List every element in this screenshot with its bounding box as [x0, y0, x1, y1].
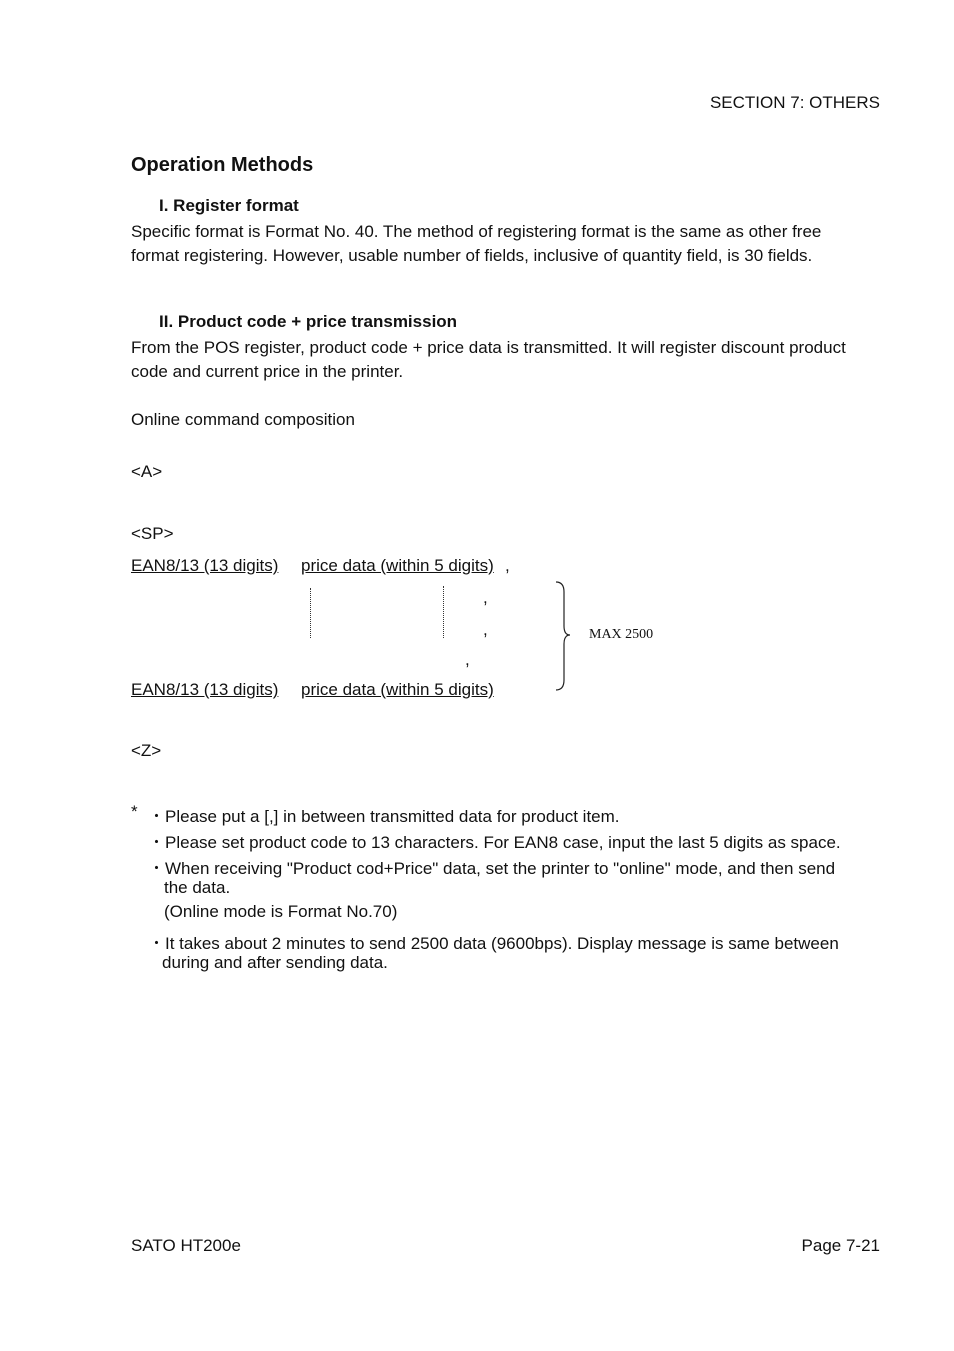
comma-row2: ,	[483, 588, 488, 607]
section-1-heading: I. Register format	[159, 196, 299, 215]
comma-row4: ,	[465, 650, 470, 669]
ean-field-last: EAN8/13 (13 digits)	[131, 680, 279, 699]
continuation-dots-price	[443, 586, 444, 638]
right-brace-icon	[552, 580, 576, 694]
note-3-line2: the data.	[164, 878, 231, 897]
continuation-dots-ean	[310, 588, 311, 638]
note-3-line3: (Online mode is Format No.70)	[164, 902, 398, 921]
price-field-first: price data (within 5 digits)	[301, 556, 494, 575]
footer-page-number: Page 7-21	[801, 1236, 880, 1255]
note-asterisk: *	[131, 802, 138, 821]
command-label: Online command composition	[131, 410, 355, 429]
command-start: <A>	[131, 462, 163, 481]
command-sp: <SP>	[131, 524, 174, 543]
note-2: ・Please set product code to 13 characters. For EAN8 case, input the last 5 digits as space.	[148, 833, 841, 852]
note-4-line2: during and after sending data.	[162, 953, 388, 972]
section-1-text-line1: Specific format is Format No. 40. The method of registering format is the same as other free	[131, 222, 822, 241]
comma-row3: ,	[483, 620, 488, 639]
section-header: SECTION 7: OTHERS	[709, 93, 880, 112]
section-2-text-line2: code and current price in the printer.	[131, 362, 404, 381]
note-4-line1: ・It takes about 2 minutes to send 2500 data (9600bps). Display message is same between	[148, 934, 839, 953]
section-2-heading: II. Product code + price transmission	[159, 312, 458, 331]
note-3-line1: ・When receiving "Product cod+Price" data, set the printer to "online" mode, and then send	[148, 859, 836, 878]
command-end: <Z>	[131, 741, 162, 760]
note-1: ・Please put a [,] in between transmitted data for product item.	[148, 807, 620, 826]
footer-product: SATO HT200e	[131, 1236, 241, 1255]
ean-field-first: EAN8/13 (13 digits)	[131, 556, 279, 575]
section-2-text-line1: From the POS register, product code + price data is transmitted. It will register discount product	[131, 338, 846, 357]
section-1-text-line2: format registering. However, usable number of fields, inclusive of quantity field, is 30 fields.	[131, 246, 813, 265]
comma-first: ,	[505, 556, 510, 575]
page-title: Operation Methods	[131, 154, 314, 176]
max-count-label: MAX 2500	[589, 627, 654, 642]
price-field-last: price data (within 5 digits)	[301, 680, 494, 699]
